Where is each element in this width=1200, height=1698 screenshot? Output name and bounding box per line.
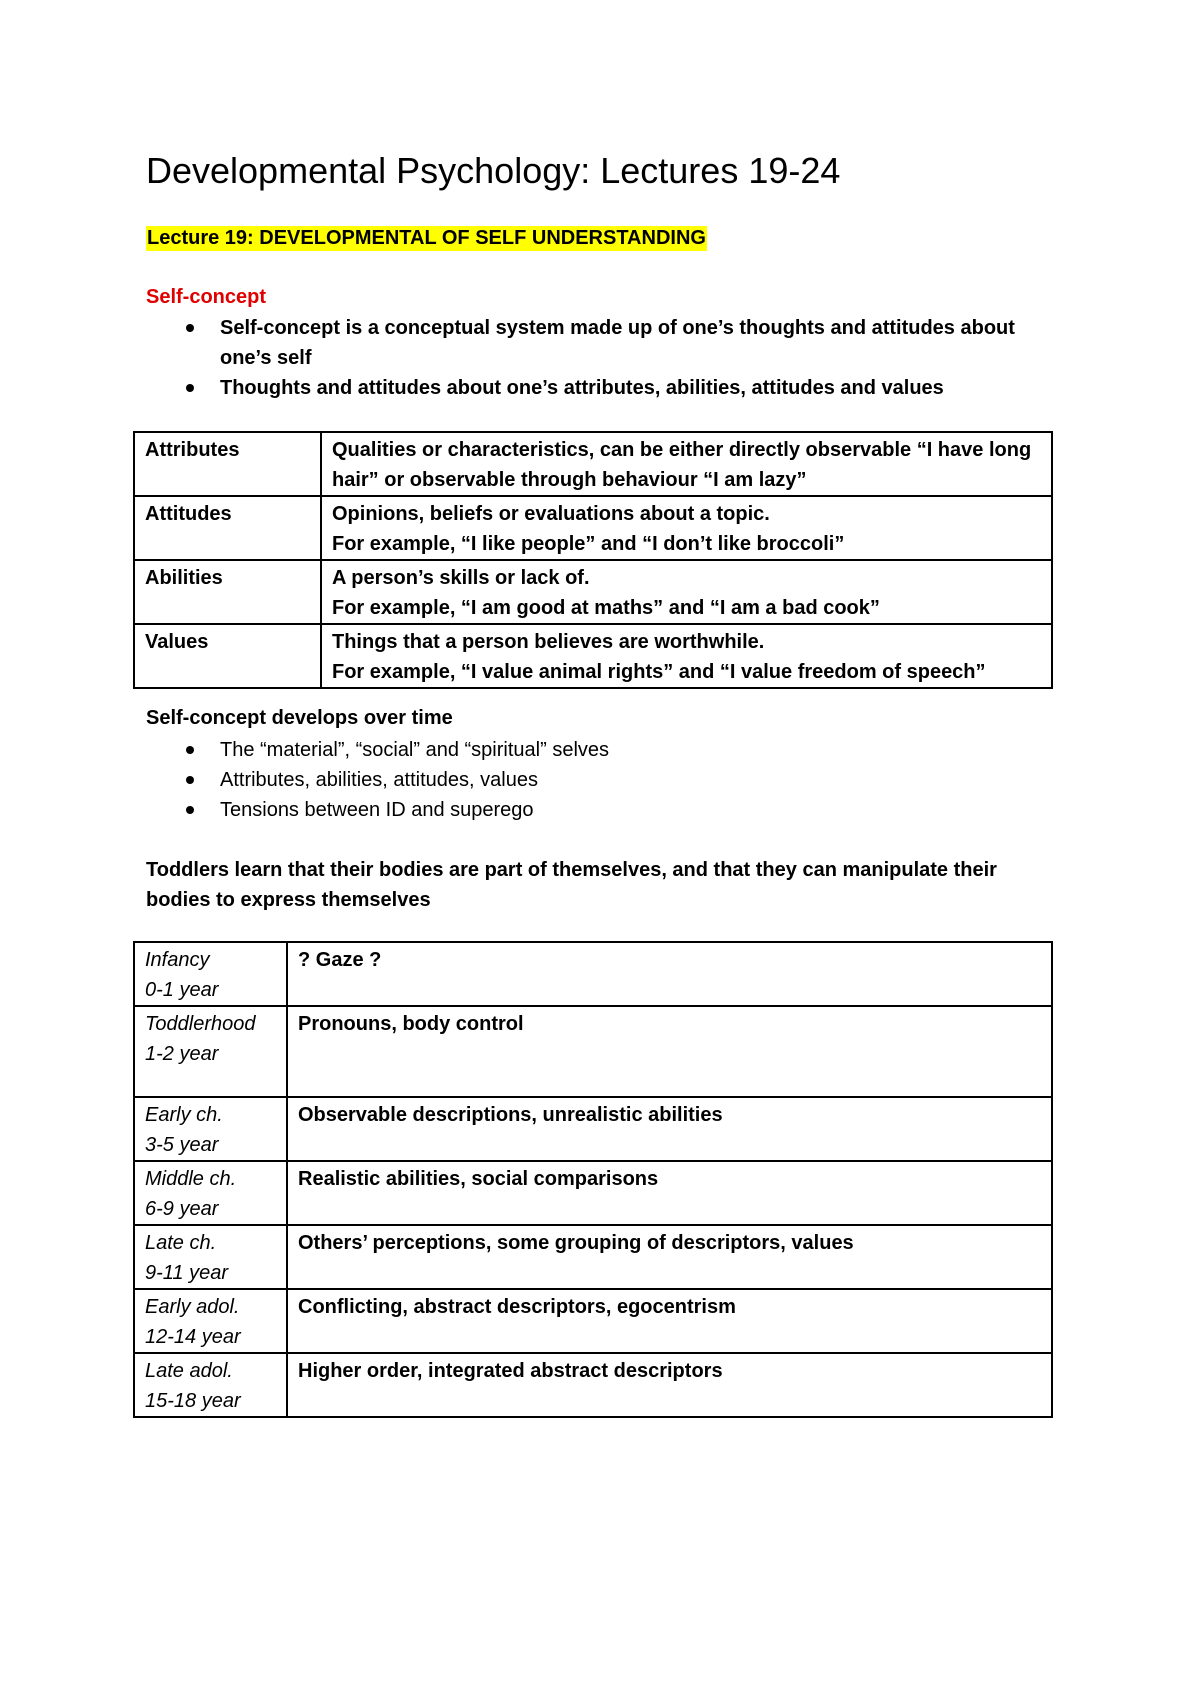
stage-age: 9-11 year — [145, 1262, 229, 1284]
develops-bullet-list — [146, 735, 1056, 825]
stage-age: 0-1 year — [145, 979, 219, 1001]
definition-line: Opinions, beliefs or evaluations about a topic. — [332, 503, 770, 525]
definition-line: Qualities or characteristics, can be either directly observable “I have long hair” or observable through behaviour “I am lazy” — [332, 439, 1032, 491]
table-row — [134, 496, 1052, 560]
term-cell: Abilities — [134, 560, 321, 624]
term-cell: Attributes — [134, 432, 321, 496]
stage-cell — [134, 1097, 287, 1161]
bullet-text: Tensions between ID and superego — [220, 799, 534, 821]
self-concept-bullet-list — [146, 313, 1056, 403]
definition-cell — [321, 624, 1052, 688]
table-row — [134, 1353, 1052, 1417]
stage-name: Early adol. — [145, 1296, 240, 1318]
list-item — [146, 765, 1056, 795]
stage-age: 12-14 year — [145, 1326, 241, 1348]
example-line: For example, “I like people” and “I don’t like broccoli” — [332, 533, 845, 555]
stage-cell — [134, 1161, 287, 1225]
stage-cell — [134, 1353, 287, 1417]
stage-description: Pronouns, body control — [287, 1006, 1052, 1097]
stage-name: Late ch. — [145, 1232, 217, 1254]
stage-cell — [134, 1289, 287, 1353]
self-concept-components-table — [133, 431, 1053, 689]
example-line: For example, “I am good at maths” and “I am a bad cook” — [332, 597, 880, 619]
stage-cell — [134, 942, 287, 1006]
bullet-text: The “material”, “social” and “spiritual” selves — [220, 739, 610, 761]
list-item — [146, 795, 1056, 825]
document-title: Developmental Psychology: Lectures 19-24 — [146, 150, 841, 191]
example-line: For example, “I value animal rights” and “I value freedom of speech” — [332, 661, 986, 683]
table-row — [134, 624, 1052, 688]
bullet-text: Thoughts and attitudes about one’s attributes, abilities, attitudes and values — [220, 377, 944, 399]
term-cell: Values — [134, 624, 321, 688]
stage-age: 3-5 year — [145, 1134, 219, 1156]
table-row — [134, 1289, 1052, 1353]
definition-cell — [321, 560, 1052, 624]
bullet-icon — [186, 746, 194, 754]
stage-description: Others’ perceptions, some grouping of descriptors, values — [287, 1225, 1052, 1289]
bullet-icon — [186, 806, 194, 814]
definition-line: Things that a person believes are worthwhile. — [332, 631, 765, 653]
stage-description: Observable descriptions, unrealistic abilities — [287, 1097, 1052, 1161]
list-item — [146, 735, 1056, 765]
develops-heading: Self-concept develops over time — [146, 707, 453, 729]
stage-name: Infancy — [145, 949, 210, 971]
stage-description: Higher order, integrated abstract descriptors — [287, 1353, 1052, 1417]
stage-description: Realistic abilities, social comparisons — [287, 1161, 1052, 1225]
definition-cell — [321, 496, 1052, 560]
definition-line: A person’s skills or lack of. — [332, 567, 590, 589]
bullet-icon — [186, 324, 194, 332]
table-row — [134, 560, 1052, 624]
table-row — [134, 432, 1052, 496]
table-row — [134, 1161, 1052, 1225]
table-row — [134, 1006, 1052, 1097]
bullet-icon — [186, 776, 194, 784]
stage-cell — [134, 1006, 287, 1097]
stage-age: 1-2 year — [145, 1043, 219, 1065]
stage-name: Early ch. — [145, 1104, 223, 1126]
table-row — [134, 1225, 1052, 1289]
list-item — [146, 313, 1056, 373]
stage-cell — [134, 1225, 287, 1289]
stage-name: Middle ch. — [145, 1168, 237, 1190]
definition-cell — [321, 432, 1052, 496]
toddlers-paragraph: Toddlers learn that their bodies are part of themselves, and that they can manipulate their bodies to express themselves — [146, 859, 997, 911]
table-row — [134, 1097, 1052, 1161]
self-concept-heading: Self-concept — [146, 286, 267, 308]
bullet-text: Self-concept is a conceptual system made up of one’s thoughts and attitudes about one’s self — [220, 317, 1015, 369]
developmental-stages-table — [133, 941, 1053, 1418]
table-row — [134, 942, 1052, 1006]
list-item — [146, 373, 1056, 403]
stage-description: ? Gaze ? — [287, 942, 1052, 1006]
term-cell: Attitudes — [134, 496, 321, 560]
stage-description: Conflicting, abstract descriptors, egocentrism — [287, 1289, 1052, 1353]
bullet-icon — [186, 384, 194, 392]
stage-name: Toddlerhood — [145, 1013, 256, 1035]
stage-name: Late adol. — [145, 1360, 233, 1382]
bullet-text: Attributes, abilities, attitudes, values — [220, 769, 538, 791]
lecture-heading: Lecture 19: DEVELOPMENTAL OF SELF UNDERSTANDING — [147, 227, 706, 249]
stage-age: 6-9 year — [145, 1198, 219, 1220]
stage-age: 15-18 year — [145, 1390, 241, 1412]
